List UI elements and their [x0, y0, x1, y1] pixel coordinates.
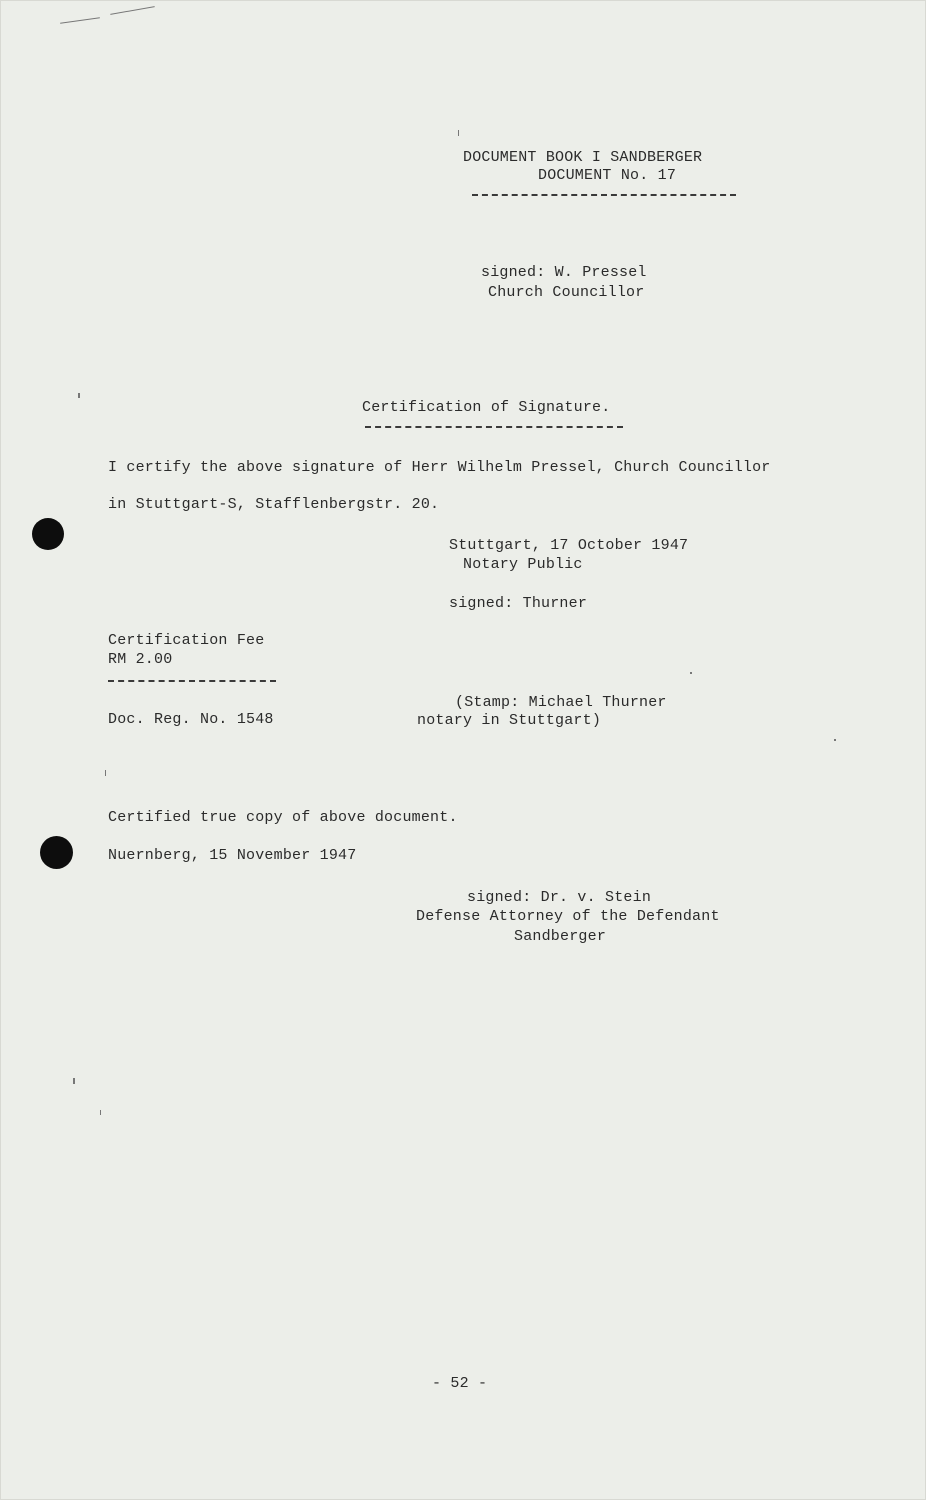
- punch-hole-top: [32, 518, 64, 550]
- header-divider: [472, 194, 736, 196]
- paper-speck: [834, 739, 836, 741]
- paper-speck: [78, 393, 80, 398]
- document-number: DOCUMENT No. 17: [538, 167, 677, 184]
- paper-speck: [110, 6, 154, 15]
- notary-place-date: Stuttgart, 17 October 1947: [449, 537, 689, 554]
- paper-speck: [690, 672, 692, 674]
- certification-body-line2: in Stuttgart-S, Stafflenbergstr. 20.: [108, 496, 440, 513]
- paper-speck: [458, 130, 459, 136]
- certification-body-line1: I certify the above signature of Herr Wilhelm Pressel, Church Councillor: [108, 459, 771, 476]
- copy-place-date: Nuernberg, 15 November 1947: [108, 847, 357, 864]
- paper-speck: [73, 1078, 75, 1084]
- notary-signed: signed: Thurner: [449, 595, 588, 612]
- document-book-title: DOCUMENT BOOK I SANDBERGER: [463, 149, 703, 166]
- signed-pressel: signed: W. Pressel: [481, 264, 647, 281]
- stamp-line1: (Stamp: Michael Thurner: [455, 694, 667, 711]
- certified-true-copy: Certified true copy of above document.: [108, 809, 458, 826]
- signed-stein: signed: Dr. v. Stein: [467, 889, 652, 906]
- defendant-name: Sandberger: [514, 928, 607, 945]
- paper-speck: [100, 1110, 101, 1115]
- fee-divider: [108, 680, 276, 682]
- certification-heading-underline: [365, 426, 623, 428]
- certification-heading: Certification of Signature.: [362, 399, 611, 416]
- defense-attorney-title: Defense Attorney of the Defendant: [416, 908, 720, 925]
- doc-reg-number: Doc. Reg. No. 1548: [108, 711, 274, 728]
- paper-speck: [105, 770, 106, 776]
- notary-title: Notary Public: [463, 556, 583, 573]
- certification-fee-amount: RM 2.00: [108, 651, 173, 668]
- certification-fee-label: Certification Fee: [108, 632, 265, 649]
- church-councillor-title: Church Councillor: [488, 284, 645, 301]
- page-number: - 52 -: [432, 1375, 488, 1392]
- stamp-line2: notary in Stuttgart): [417, 712, 602, 729]
- paper-speck: [60, 17, 100, 24]
- punch-hole-bottom: [40, 836, 73, 869]
